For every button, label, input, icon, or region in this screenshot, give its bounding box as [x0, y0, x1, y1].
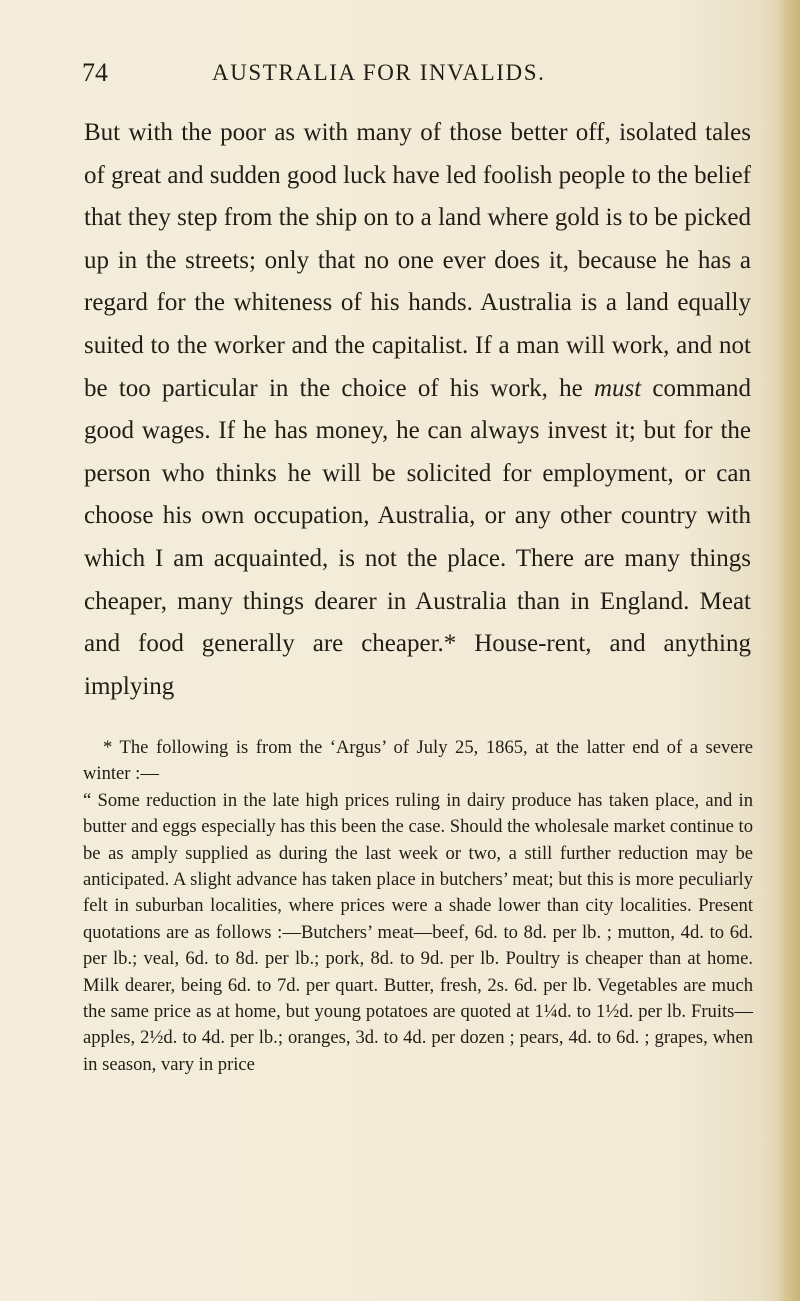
running-title: AUSTRALIA FOR INVALIDS.	[212, 60, 546, 85]
page-edge-shadow	[778, 0, 800, 1301]
body-text-part-1: But with the poor as with many of those better off, isolated tales of great and sudden good luck have led foolish people to the belief that they step from the ship on to a land where gold is to be picked up in the streets; only that no one ever does it, because he has a regard for the whiteness of his hands. Australia is a land equally suited to the worker and the capitalist. If a man will work, and not be too particular in the choice of his work, he	[84, 119, 751, 402]
body-text-part-2: command good wages. If he has money, he can always invest it; but for the person who thinks he will be solicited for employment, or can choose his own occupation, Australia, or any other country with which I am acquainted, is not the place. There are many things cheaper, many things dearer in Australia than in England. Meat and food generally are cheaper.* House-rent, and anything implying	[84, 374, 751, 700]
body-paragraph	[84, 112, 751, 708]
main-text	[84, 112, 751, 708]
page-header	[82, 58, 772, 94]
footnote-quote: “ Some reduction in the late high prices ruling in dairy produce has taken place, and in butter and eggs especially has this been the case. Should the wholesale market continue to be as amply supplied as during the last week or two, a still further reduction may be anticipated. A slight advance has taken place in butchers’ meat; but this is more peculiarly felt in suburban localities, where prices were a shade lower than city localities. Present quotations are as follows :—Butchers’ meat—beef, 6d. to 8d. per lb. ; mutton, 4d. to 6d. per lb.; veal, 6d. to 8d. per lb.; pork, 8d. to 9d. per lb. Poultry is cheaper than at home. Milk dearer, being 6d. to 7d. per quart. Butter, fresh, 2s. 6d. per lb. Vegetables are much the same price as at home, but young potatoes are quoted at 1¼d. to 1½d. per lb. Fruits—apples, 2½d. to 4d. per lb.; oranges, 3d. to 4d. per dozen ; pears, 4d. to 6d. ; grapes, when in season, vary in price	[83, 789, 753, 1075]
emphasis-must: must	[593, 374, 642, 402]
footnote	[83, 735, 753, 1078]
page-number: 74	[82, 58, 108, 87]
footnote-intro: * The following is from the ‘Argus’ of July 25, 1865, at the latter end of a severe winter :—	[83, 737, 753, 785]
